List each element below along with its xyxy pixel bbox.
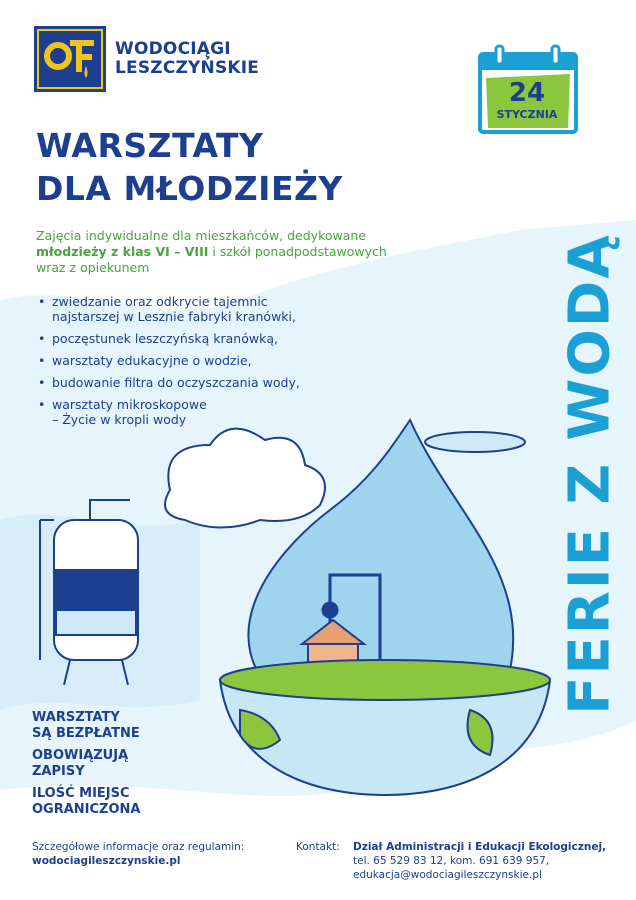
footer-contact-label: Kontakt: bbox=[296, 841, 340, 853]
brand-line-2: LESZCZYŃSKIE bbox=[115, 58, 260, 78]
footer-contact bbox=[353, 840, 606, 882]
earth-hemisphere-icon bbox=[220, 660, 550, 795]
intro-part-3: i szkół ponadpodstawowych bbox=[208, 244, 387, 259]
footer-department: Dział Administracji i Edukacji Ekologicznej, bbox=[353, 841, 607, 853]
list-item: • zwiedzanie oraz odkrycie tajemnic najstarszej w Lesznie fabryki kranówki, bbox=[36, 294, 366, 324]
intro-part-2: młodzieży z klas VI – VIII bbox=[36, 244, 209, 259]
page-title bbox=[36, 124, 343, 210]
cloud-icon bbox=[165, 429, 325, 528]
intro-part-1: Zajęcia indywidualne dla mieszkańców, dedykowane bbox=[36, 228, 367, 243]
website-link[interactable]: wodociagileszczynskie.pl bbox=[32, 855, 181, 867]
note-registration: OBOWIĄZUJĄ ZAPISY bbox=[32, 748, 129, 779]
title-line-2: DLA MŁODZIEŻY bbox=[36, 169, 343, 208]
microscope-icon bbox=[425, 410, 525, 452]
calendar-day: 24 bbox=[508, 78, 546, 108]
list-item: • warsztaty edukacyjne o wodzie, bbox=[36, 353, 366, 368]
footer-info bbox=[32, 840, 244, 868]
note-free: WARSZTATY SĄ BEZPŁATNE bbox=[32, 710, 140, 741]
vertical-title: FERIE Z WODĄ bbox=[557, 233, 623, 715]
list-item: • poczęstunek leszczyńską kranówką, bbox=[36, 331, 366, 346]
footer-phone: tel. 65 529 83 12, kom. 691 639 957, bbox=[353, 855, 550, 867]
note-limited: ILOŚĆ MIEJSC OGRANICZONA bbox=[32, 786, 141, 817]
title-line-1: WARSZTATY bbox=[36, 126, 264, 165]
brand-name bbox=[115, 40, 259, 78]
intro-text bbox=[36, 228, 496, 276]
calendar-month: STYCZNIA bbox=[496, 108, 558, 121]
brand-line-1: WODOCIĄGI bbox=[115, 39, 231, 59]
notes-block bbox=[32, 710, 140, 824]
logo-faucet-icon bbox=[34, 26, 106, 92]
list-item: • budowanie filtra do oczyszczania wody, bbox=[36, 375, 366, 390]
footer-info-label: Szczegółowe informacje oraz regulamin: bbox=[32, 841, 245, 853]
email-link[interactable]: edukacja@wodociagileszczynskie.pl bbox=[353, 869, 542, 881]
list-item: • warsztaty mikroskopowe – Życie w kropli wody bbox=[36, 397, 366, 427]
intro-part-4: wraz z opiekunem bbox=[36, 260, 150, 275]
water-filter-tank-icon bbox=[40, 500, 138, 685]
